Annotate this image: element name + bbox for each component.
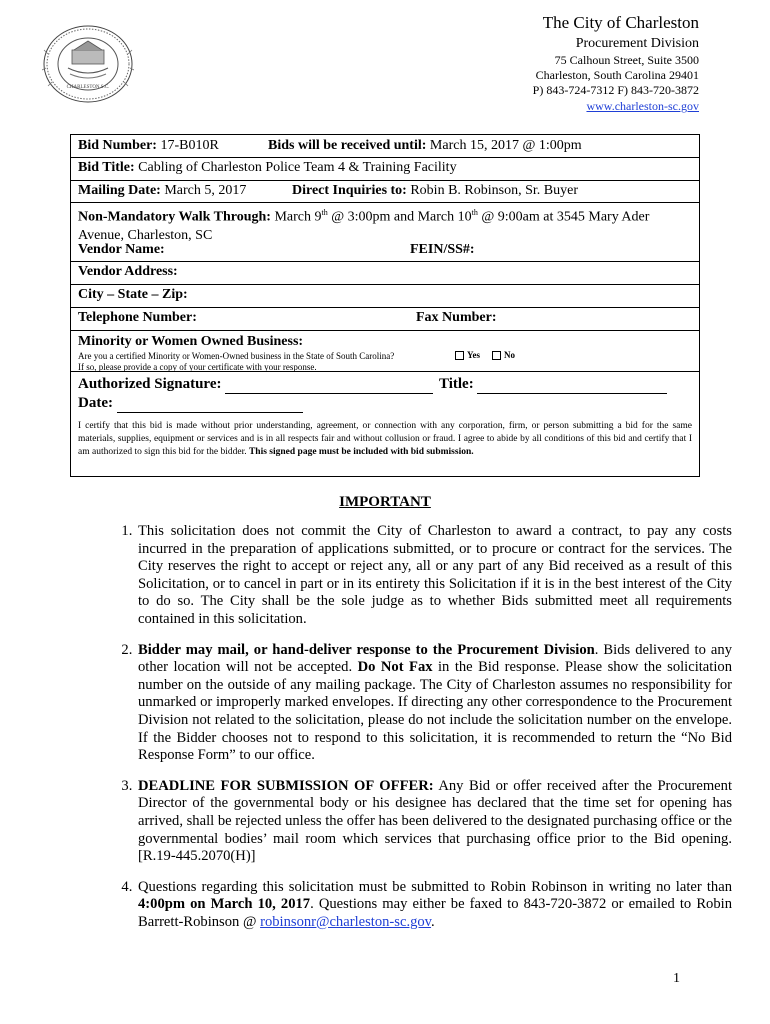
- page-number: 1: [673, 971, 680, 986]
- signature-line[interactable]: [225, 379, 433, 394]
- bid-number-row: [71, 137, 699, 159]
- address-line-1: 75 Calhoun Street, Suite 3500: [554, 53, 699, 67]
- minority-question: Are you a certified Minority or Women-Owned business in the State of South Carolina?: [78, 351, 395, 361]
- date-line[interactable]: [117, 398, 303, 413]
- walk-through-row: [71, 202, 699, 243]
- item-3-text: Any Bid or offer received after the Procurement Director of the governmental body or his designee has declared that the time set for opening has arrived, shall be rejected unless the offer has been delivered to the designated purchasing office or the governmental bodies’ mail room which services that purchasing office prior to the Bid opening. [R.19-445.2070(H)]: [138, 777, 733, 865]
- letterhead: [533, 12, 699, 114]
- vendor-address-row[interactable]: [71, 261, 699, 284]
- vendor-address-label: Vendor Address:: [78, 264, 178, 279]
- phone-fax: P) 843-724-7312 F) 843-720-3872: [532, 83, 699, 97]
- address-line-2: Charleston, South Carolina 29401: [535, 68, 699, 82]
- ordinal-suffix: th: [321, 208, 328, 217]
- date-label: Date:: [78, 395, 113, 411]
- city-seal-logo: [42, 24, 134, 104]
- item-2-bold-2: Do Not Fax: [357, 659, 433, 676]
- list-item: [136, 879, 732, 932]
- minority-label: Minority or Women Owned Business:: [78, 334, 304, 349]
- fax-label: Fax Number:: [416, 310, 497, 325]
- direct-inquiries-label: Direct Inquiries to:: [292, 183, 407, 198]
- certification-text: I certify that this bid is made without prior understanding, agreement, or connection with any corporation, firm, or person submitting a bid for the same materials, supplies, equipment or services and is in all respects fair and without collusion or fraud. I agree to abide by all conditions of this bid and certify that I am authorized to sign this bid for the bidder.: [78, 421, 692, 457]
- bid-title-label: Bid Title:: [78, 160, 135, 175]
- vendor-name-row[interactable]: [71, 239, 699, 261]
- bid-number-label: Bid Number:: [78, 138, 157, 153]
- no-label: No: [504, 350, 515, 360]
- bids-received-value: March 15, 2017 @ 1:00pm: [429, 138, 582, 153]
- walk-through-date-1: March 9: [274, 209, 322, 225]
- important-list: [84, 523, 732, 944]
- item-4-text-a: Questions regarding this solicitation must be submitted to Robin Robinson in writing no later than: [138, 878, 732, 895]
- yes-option[interactable]: [455, 350, 480, 361]
- no-option[interactable]: [492, 350, 515, 361]
- certification-statement: [71, 420, 699, 476]
- mailing-date-label: Mailing Date:: [78, 183, 161, 198]
- website-link[interactable]: www.charleston-sc.gov: [586, 99, 699, 113]
- walk-through-label: Non-Mandatory Walk Through:: [78, 209, 271, 225]
- list-item: [136, 523, 732, 629]
- item-3-bold: DEADLINE FOR SUBMISSION OF OFFER:: [138, 777, 434, 794]
- mailing-date-value: March 5, 2017: [164, 183, 247, 198]
- walk-through-location: @ 9:00am at 3545 Mary Ader Avenue, Charleston, SC: [78, 209, 650, 243]
- bid-form: [70, 134, 700, 477]
- city-state-zip-label: City – State – Zip:: [78, 287, 188, 302]
- city-state-zip-row[interactable]: [71, 284, 699, 307]
- no-checkbox[interactable]: [492, 351, 501, 360]
- item-4-bold: 4:00pm on March 10, 2017: [138, 896, 311, 913]
- item-2-text-b: in the Bid response. Please show the solicitation number on the outside of any mailing package. The City of Charleston assumes no responsibility for unmarked or improperly marked envelopes. If directing any other correspondence to the Procurement Division not related to the solicitation, please do not include the solicitation number on the envelope. If the Bidder chooses not to respond to this solicitation, it is recommended to return the “No Bid Response Form” to our office.: [138, 659, 732, 764]
- important-heading: IMPORTANT: [339, 494, 431, 510]
- bid-title-value: Cabling of Charleston Police Team 4 & Training Facility: [138, 160, 457, 175]
- item-2-text-a: . Bids delivered to any other location will not be accepted.: [138, 641, 733, 676]
- minority-business-row: [71, 330, 699, 371]
- signature-label: Authorized Signature:: [78, 376, 222, 392]
- signature-row: [71, 371, 699, 415]
- telephone-label: Telephone Number:: [78, 310, 197, 325]
- yes-label: Yes: [467, 350, 480, 360]
- division-name: Procurement Division: [575, 36, 699, 51]
- yes-checkbox[interactable]: [455, 351, 464, 360]
- email-link[interactable]: robinsonr@charleston-sc.gov: [260, 913, 432, 930]
- title-line[interactable]: [477, 379, 667, 394]
- bid-title-row: [71, 157, 699, 180]
- direct-inquiries-value: Robin B. Robinson, Sr. Buyer: [410, 183, 578, 198]
- walk-through-date-2: @ 3:00pm and March 10: [331, 209, 472, 225]
- list-item: [136, 642, 732, 765]
- certification-required-note: This signed page must be included with bid submission.: [248, 447, 474, 457]
- item-2-bold: Bidder may mail, or hand-deliver response to the Procurement Division: [138, 641, 595, 658]
- item-1-text: This solicitation does not commit the City of Charleston to award a contract, to pay any costs incurred in the preparation of applications submitted, or to procure or contract for the services. The City reserves the right to accept or reject any, all or any part of any Bid received as a result of this Solicitation, or to cancel in part or in its entirety this Solicitation if it is in the best interest of the City to do so. The City shall be the sole judge as to whether Bids submitted meet all requirements contained in this solicitation.: [138, 523, 732, 627]
- bids-received-label: Bids will be received until:: [268, 138, 427, 153]
- bid-number-value: 17-B010R: [160, 138, 219, 153]
- item-4-text-b: . Questions may either be faxed to 843-720-3872 or emailed to Robin Barrett-Robinson @: [138, 896, 732, 930]
- telephone-row[interactable]: [71, 307, 699, 330]
- mailing-date-row: [71, 180, 699, 202]
- svg-text:CHARLESTON S.C.: CHARLESTON S.C.: [66, 85, 110, 90]
- city-name: The City of Charleston: [542, 13, 699, 32]
- minority-instruction: If so, please provide a copy of your certificate with your response.: [78, 362, 317, 372]
- fein-label: FEIN/SS#:: [410, 242, 475, 257]
- item-4-end: .: [431, 913, 435, 930]
- list-item: [136, 778, 732, 866]
- title-label: Title:: [438, 376, 474, 392]
- ordinal-suffix: th: [471, 208, 478, 217]
- vendor-name-label: Vendor Name:: [78, 242, 165, 257]
